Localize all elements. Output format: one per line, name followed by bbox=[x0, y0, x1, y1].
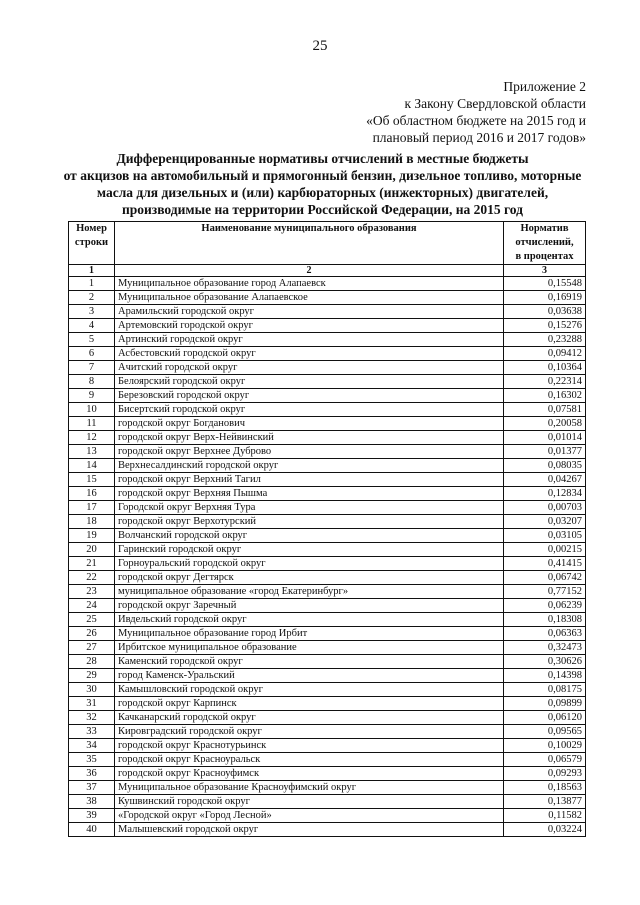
table-row bbox=[69, 417, 586, 431]
row-number-cell: 34 bbox=[69, 739, 115, 753]
table-row bbox=[69, 375, 586, 389]
municipality-name-cell: Асбестовский городской округ bbox=[115, 347, 504, 361]
normative-value-cell: 0,11582 bbox=[504, 809, 586, 823]
row-number-cell: 21 bbox=[69, 557, 115, 571]
normative-value-cell: 0,12834 bbox=[504, 487, 586, 501]
normative-value-cell: 0,00703 bbox=[504, 501, 586, 515]
normative-value-cell: 0,03638 bbox=[504, 305, 586, 319]
normative-value-cell: 0,06363 bbox=[504, 627, 586, 641]
row-number-cell: 26 bbox=[69, 627, 115, 641]
row-number-cell: 16 bbox=[69, 487, 115, 501]
header-text: в процентах bbox=[515, 251, 574, 262]
municipality-name-cell: Муниципальное образование город Ирбит bbox=[115, 627, 504, 641]
table-row bbox=[69, 361, 586, 375]
row-number-cell: 24 bbox=[69, 599, 115, 613]
row-number-cell: 35 bbox=[69, 753, 115, 767]
table-header-row bbox=[69, 222, 586, 265]
table-row bbox=[69, 809, 586, 823]
table-row bbox=[69, 823, 586, 837]
table-row bbox=[69, 389, 586, 403]
column-number: 3 bbox=[504, 265, 586, 277]
row-number-cell: 13 bbox=[69, 445, 115, 459]
column-numbers-row bbox=[69, 265, 586, 277]
table-row bbox=[69, 697, 586, 711]
normative-value-cell: 0,06239 bbox=[504, 599, 586, 613]
municipality-name-cell: городской округ Дегтярск bbox=[115, 571, 504, 585]
normative-value-cell: 0,18563 bbox=[504, 781, 586, 795]
municipality-name-cell: Кушвинский городской округ bbox=[115, 795, 504, 809]
document-title bbox=[40, 150, 605, 218]
municipality-name-cell: городской округ Краснотурьинск bbox=[115, 739, 504, 753]
municipality-name-cell: Арамильский городской округ bbox=[115, 305, 504, 319]
row-number-cell: 25 bbox=[69, 613, 115, 627]
table-row bbox=[69, 683, 586, 697]
municipality-name-cell: Муниципальное образование Красноуфимский округ bbox=[115, 781, 504, 795]
municipality-name-cell: Гаринский городской округ bbox=[115, 543, 504, 557]
table-row bbox=[69, 585, 586, 599]
row-number-cell: 14 bbox=[69, 459, 115, 473]
appendix-line: «Об областном бюджете на 2015 год и bbox=[366, 113, 586, 128]
table-row bbox=[69, 711, 586, 725]
municipality-name-cell: муниципальное образование «город Екатеринбург» bbox=[115, 585, 504, 599]
municipality-name-cell: городской округ Богданович bbox=[115, 417, 504, 431]
row-number-cell: 32 bbox=[69, 711, 115, 725]
normatives-table bbox=[68, 221, 586, 837]
appendix-line: плановый период 2016 и 2017 годов» bbox=[372, 130, 586, 145]
municipality-name-cell: Городской округ Верхняя Тура bbox=[115, 501, 504, 515]
normative-value-cell: 0,09293 bbox=[504, 767, 586, 781]
municipality-name-cell: Каменский городской округ bbox=[115, 655, 504, 669]
normative-value-cell: 0,09565 bbox=[504, 725, 586, 739]
page-number: 25 bbox=[312, 38, 328, 54]
normative-value-cell: 0,01014 bbox=[504, 431, 586, 445]
row-number-cell: 27 bbox=[69, 641, 115, 655]
normative-value-cell: 0,41415 bbox=[504, 557, 586, 571]
row-number-cell: 10 bbox=[69, 403, 115, 417]
municipality-name-cell: Белоярский городской округ bbox=[115, 375, 504, 389]
row-number-cell: 6 bbox=[69, 347, 115, 361]
municipality-name-cell: городской округ Верхний Тагил bbox=[115, 473, 504, 487]
row-number-cell: 19 bbox=[69, 529, 115, 543]
table-row bbox=[69, 347, 586, 361]
normative-value-cell: 0,16302 bbox=[504, 389, 586, 403]
municipality-name-cell: городской округ Верхняя Пышма bbox=[115, 487, 504, 501]
normative-value-cell: 0,04267 bbox=[504, 473, 586, 487]
municipality-name-cell: Волчанский городской округ bbox=[115, 529, 504, 543]
table-row bbox=[69, 291, 586, 305]
table-row bbox=[69, 795, 586, 809]
normative-value-cell: 0,14398 bbox=[504, 669, 586, 683]
header-municipality-name bbox=[115, 222, 504, 265]
normative-value-cell: 0,13877 bbox=[504, 795, 586, 809]
title-line: масла для дизельных и (или) карбюраторных (инжекторных) двигателей, bbox=[96, 185, 549, 200]
normative-value-cell: 0,08035 bbox=[504, 459, 586, 473]
municipality-name-cell: Камышловский городской округ bbox=[115, 683, 504, 697]
row-number-cell: 28 bbox=[69, 655, 115, 669]
table-row bbox=[69, 767, 586, 781]
municipality-name-cell: Березовский городской округ bbox=[115, 389, 504, 403]
table-row bbox=[69, 319, 586, 333]
table-row bbox=[69, 739, 586, 753]
normative-value-cell: 0,06742 bbox=[504, 571, 586, 585]
row-number-cell: 39 bbox=[69, 809, 115, 823]
normative-value-cell: 0,07581 bbox=[504, 403, 586, 417]
normative-value-cell: 0,03224 bbox=[504, 823, 586, 837]
row-number-cell: 12 bbox=[69, 431, 115, 445]
table-row bbox=[69, 431, 586, 445]
row-number-cell: 17 bbox=[69, 501, 115, 515]
table-row bbox=[69, 627, 586, 641]
title-line: от акцизов на автомобильный и прямогонный бензин, дизельное топливо, моторные bbox=[63, 168, 582, 183]
table-row bbox=[69, 445, 586, 459]
row-number-cell: 29 bbox=[69, 669, 115, 683]
normative-value-cell: 0,22314 bbox=[504, 375, 586, 389]
normative-value-cell: 0,15548 bbox=[504, 277, 586, 291]
table-row bbox=[69, 277, 586, 291]
row-number-cell: 5 bbox=[69, 333, 115, 347]
municipality-name-cell: городской округ Верхнее Дуброво bbox=[115, 445, 504, 459]
table-row bbox=[69, 753, 586, 767]
municipality-name-cell: Верхнесалдинский городской округ bbox=[115, 459, 504, 473]
municipality-name-cell: городской округ Верхотурский bbox=[115, 515, 504, 529]
table-row bbox=[69, 529, 586, 543]
table-row bbox=[69, 459, 586, 473]
normative-value-cell: 0,18308 bbox=[504, 613, 586, 627]
municipality-name-cell: городской округ Красноуфимск bbox=[115, 767, 504, 781]
row-number-cell: 38 bbox=[69, 795, 115, 809]
municipality-name-cell: «Городской округ «Город Лесной» bbox=[115, 809, 504, 823]
normative-value-cell: 0,09412 bbox=[504, 347, 586, 361]
row-number-cell: 36 bbox=[69, 767, 115, 781]
municipality-name-cell: Качканарский городской округ bbox=[115, 711, 504, 725]
table-row bbox=[69, 571, 586, 585]
column-number: 2 bbox=[115, 265, 504, 277]
municipality-name-cell: Ачитский городской округ bbox=[115, 361, 504, 375]
normative-value-cell: 0,09899 bbox=[504, 697, 586, 711]
row-number-cell: 8 bbox=[69, 375, 115, 389]
normative-value-cell: 0,00215 bbox=[504, 543, 586, 557]
header-text: Наименование муниципального образования bbox=[201, 223, 417, 234]
municipality-name-cell: Ирбитское муниципальное образование bbox=[115, 641, 504, 655]
row-number-cell: 33 bbox=[69, 725, 115, 739]
table-row bbox=[69, 501, 586, 515]
table-row bbox=[69, 543, 586, 557]
table-row bbox=[69, 655, 586, 669]
row-number-cell: 9 bbox=[69, 389, 115, 403]
municipality-name-cell: Бисертский городской округ bbox=[115, 403, 504, 417]
table-body bbox=[69, 277, 586, 837]
normative-value-cell: 0,08175 bbox=[504, 683, 586, 697]
municipality-name-cell: Муниципальное образование город Алапаевск bbox=[115, 277, 504, 291]
row-number-cell: 18 bbox=[69, 515, 115, 529]
appendix-line: к Закону Свердловской области bbox=[404, 96, 586, 111]
normative-value-cell: 0,10029 bbox=[504, 739, 586, 753]
table-row bbox=[69, 641, 586, 655]
title-line: Дифференцированные нормативы отчислений в местные бюджеты bbox=[116, 151, 529, 166]
municipality-name-cell: город Каменск-Уральский bbox=[115, 669, 504, 683]
table-row bbox=[69, 669, 586, 683]
column-number: 1 bbox=[69, 265, 115, 277]
municipality-name-cell: Артемовский городской округ bbox=[115, 319, 504, 333]
normative-value-cell: 0,03105 bbox=[504, 529, 586, 543]
table-row bbox=[69, 725, 586, 739]
row-number-cell: 30 bbox=[69, 683, 115, 697]
normative-value-cell: 0,32473 bbox=[504, 641, 586, 655]
municipality-name-cell: городской округ Заречный bbox=[115, 599, 504, 613]
table-row bbox=[69, 403, 586, 417]
appendix-line: Приложение 2 bbox=[503, 79, 586, 94]
normative-value-cell: 0,16919 bbox=[504, 291, 586, 305]
row-number-cell: 11 bbox=[69, 417, 115, 431]
normative-value-cell: 0,15276 bbox=[504, 319, 586, 333]
row-number-cell: 22 bbox=[69, 571, 115, 585]
municipality-name-cell: Кировградский городской округ bbox=[115, 725, 504, 739]
row-number-cell: 7 bbox=[69, 361, 115, 375]
normative-value-cell: 0,30626 bbox=[504, 655, 586, 669]
row-number-cell: 37 bbox=[69, 781, 115, 795]
row-number-cell: 2 bbox=[69, 291, 115, 305]
municipality-name-cell: Муниципальное образование Алапаевское bbox=[115, 291, 504, 305]
header-row-number bbox=[69, 222, 115, 265]
title-line: производимые на территории Российской Федерации, на 2015 год bbox=[121, 202, 523, 217]
municipality-name-cell: Ивдельский городской округ bbox=[115, 613, 504, 627]
header-text: отчислений, bbox=[515, 237, 574, 248]
municipality-name-cell: городской округ Красноуральск bbox=[115, 753, 504, 767]
row-number-cell: 40 bbox=[69, 823, 115, 837]
normative-value-cell: 0,10364 bbox=[504, 361, 586, 375]
appendix-reference bbox=[366, 78, 586, 146]
normative-value-cell: 0,01377 bbox=[504, 445, 586, 459]
table-row bbox=[69, 333, 586, 347]
normative-value-cell: 0,03207 bbox=[504, 515, 586, 529]
municipality-name-cell: Горноуральский городской округ bbox=[115, 557, 504, 571]
normative-value-cell: 0,77152 bbox=[504, 585, 586, 599]
table-row bbox=[69, 599, 586, 613]
normative-value-cell: 0,20058 bbox=[504, 417, 586, 431]
table-row bbox=[69, 487, 586, 501]
row-number-cell: 1 bbox=[69, 277, 115, 291]
normative-value-cell: 0,06579 bbox=[504, 753, 586, 767]
table-row bbox=[69, 515, 586, 529]
row-number-cell: 31 bbox=[69, 697, 115, 711]
header-text: Норматив bbox=[520, 223, 569, 234]
row-number-cell: 3 bbox=[69, 305, 115, 319]
table-row bbox=[69, 781, 586, 795]
header-text: строки bbox=[74, 237, 109, 248]
municipality-name-cell: Малышевский городской округ bbox=[115, 823, 504, 837]
row-number-cell: 15 bbox=[69, 473, 115, 487]
municipality-name-cell: Артинский городской округ bbox=[115, 333, 504, 347]
header-normative bbox=[504, 222, 586, 265]
row-number-cell: 4 bbox=[69, 319, 115, 333]
normative-value-cell: 0,23288 bbox=[504, 333, 586, 347]
row-number-cell: 20 bbox=[69, 543, 115, 557]
normative-value-cell: 0,06120 bbox=[504, 711, 586, 725]
header-text: Номер bbox=[76, 223, 107, 234]
row-number-cell: 23 bbox=[69, 585, 115, 599]
table-row bbox=[69, 473, 586, 487]
table-row bbox=[69, 557, 586, 571]
table-row bbox=[69, 613, 586, 627]
municipality-name-cell: городской округ Карпинск bbox=[115, 697, 504, 711]
table-row bbox=[69, 305, 586, 319]
municipality-name-cell: городской округ Верх-Нейвинский bbox=[115, 431, 504, 445]
